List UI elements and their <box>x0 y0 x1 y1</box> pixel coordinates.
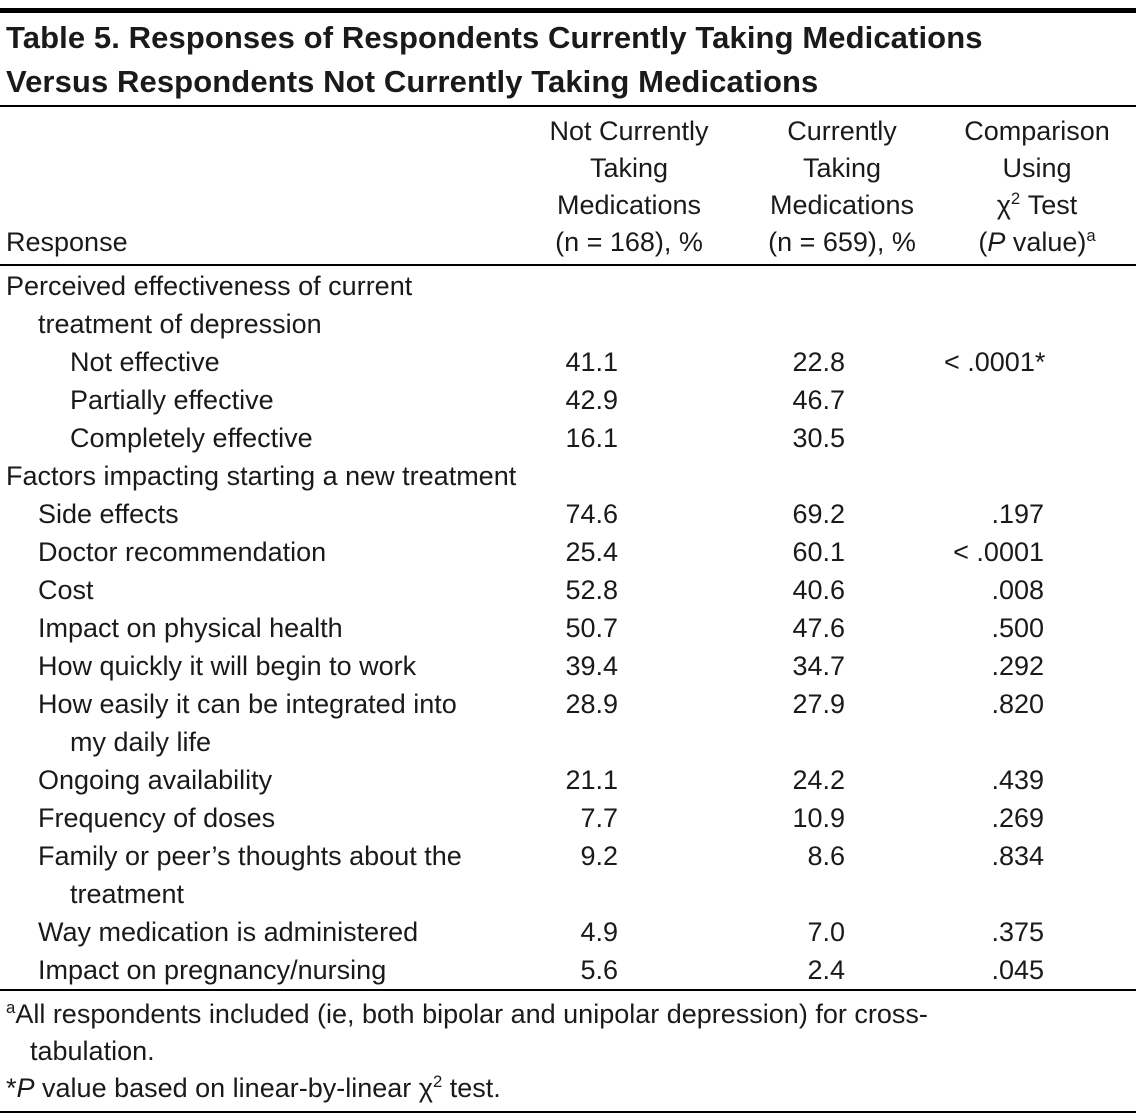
footnote-a <box>6 996 1130 1070</box>
row-label <box>6 533 518 571</box>
chi-exponent: 2 <box>432 1072 443 1091</box>
row-label <box>6 495 518 533</box>
row-label-line: How easily it can be integrated into <box>38 689 457 719</box>
table-row <box>6 685 1130 761</box>
footnote-a-marker: a <box>6 998 16 1017</box>
value-p: .375 <box>991 917 1044 947</box>
row-label <box>6 799 518 837</box>
table-row <box>6 951 1130 989</box>
header-not-currently-taking <box>518 113 740 261</box>
footnotes <box>6 991 1130 1111</box>
value-taking: 27.9 <box>792 689 845 719</box>
row-label-line: Family or peer’s thoughts about the <box>38 841 462 871</box>
section-row <box>6 457 1130 495</box>
header-line: Not Currently <box>549 116 709 146</box>
row-label <box>6 609 518 647</box>
chi-test-label: Test <box>1020 190 1078 220</box>
asterisk-marker: * <box>6 1073 17 1103</box>
row-label <box>6 951 518 989</box>
section-row <box>6 267 1130 343</box>
p-value-open: ( <box>978 227 988 257</box>
value-taking: 22.8 <box>792 347 845 377</box>
header-line-chi-square <box>944 187 1130 224</box>
chi-exponent: 2 <box>1010 189 1021 208</box>
value-taking: 34.7 <box>792 651 845 681</box>
row-label-line: Partially effective <box>70 385 274 415</box>
footnote-asterisk <box>6 1070 1130 1107</box>
row-label <box>6 343 518 381</box>
row-label <box>6 457 1130 495</box>
row-label-line: Completely effective <box>70 423 313 453</box>
header-line-p-value <box>944 224 1130 261</box>
value-p: .439 <box>991 765 1044 795</box>
value-p: .197 <box>991 499 1044 529</box>
value-not-taking: 16.1 <box>565 423 618 453</box>
value-p: .820 <box>991 689 1044 719</box>
row-label-line: Perceived effectiveness of current <box>6 271 413 301</box>
value-taking: 8.6 <box>807 841 845 871</box>
header-line: Using <box>1002 153 1072 183</box>
p-symbol: P <box>16 1073 35 1103</box>
table-header <box>6 107 1130 264</box>
value-not-taking: 7.7 <box>580 803 618 833</box>
row-label-line: Way medication is administered <box>38 917 419 947</box>
row-label <box>6 571 518 609</box>
value-not-taking: 42.9 <box>565 385 618 415</box>
row-label <box>6 419 518 457</box>
row-label-line: Frequency of doses <box>38 803 276 833</box>
row-label-line: Doctor recommendation <box>38 537 327 567</box>
value-p: < .0001* <box>944 347 1046 377</box>
table-row <box>6 913 1130 951</box>
value-p: .500 <box>991 613 1044 643</box>
header-response: Response <box>6 227 128 257</box>
table-row <box>6 799 1130 837</box>
value-taking: 46.7 <box>792 385 845 415</box>
row-label-line: Impact on physical health <box>38 613 343 643</box>
row-label <box>6 267 1130 343</box>
table-row <box>6 419 1130 457</box>
row-label <box>6 761 518 799</box>
row-label-line: How quickly it will begin to work <box>38 651 417 681</box>
row-label-line: Factors impacting starting a new treatment <box>6 461 517 491</box>
footnote-asterisk-text: value based on linear-by-linear χ <box>34 1073 433 1103</box>
header-line: Medications <box>769 190 915 220</box>
header-line: (n = 659), % <box>768 227 916 257</box>
header-line: Comparison <box>964 116 1110 146</box>
value-p: .269 <box>991 803 1044 833</box>
value-not-taking: 41.1 <box>565 347 618 377</box>
value-not-taking: 50.7 <box>565 613 618 643</box>
table-row <box>6 837 1130 913</box>
value-taking: 24.2 <box>792 765 845 795</box>
value-not-taking: 4.9 <box>580 917 618 947</box>
value-not-taking: 39.4 <box>565 651 618 681</box>
header-line: Currently <box>787 116 897 146</box>
header-currently-taking <box>740 113 944 261</box>
value-p: .045 <box>991 955 1044 985</box>
row-label <box>6 685 518 761</box>
row-label <box>6 837 518 913</box>
table-row <box>6 571 1130 609</box>
value-taking: 10.9 <box>792 803 845 833</box>
p-value-label: value) <box>1005 227 1087 257</box>
value-p: .008 <box>991 575 1044 605</box>
table-row <box>6 609 1130 647</box>
value-not-taking: 9.2 <box>580 841 618 871</box>
value-taking: 7.0 <box>807 917 845 947</box>
value-not-taking: 21.1 <box>565 765 618 795</box>
value-not-taking: 5.6 <box>580 955 618 985</box>
footnote-asterisk-tail: test. <box>442 1073 501 1103</box>
table-row <box>6 343 1130 381</box>
value-p: .292 <box>991 651 1044 681</box>
row-label-line: Not effective <box>70 347 220 377</box>
chi-symbol: χ <box>996 190 1011 220</box>
row-label <box>6 381 518 419</box>
footnote-a-line-1 <box>6 996 1130 1033</box>
value-not-taking: 74.6 <box>565 499 618 529</box>
row-label-continuation: treatment <box>70 879 185 909</box>
row-label-line: Cost <box>38 575 94 605</box>
table-title <box>6 13 1130 105</box>
value-not-taking: 28.9 <box>565 689 618 719</box>
value-taking: 40.6 <box>792 575 845 605</box>
title-line-2: Versus Respondents Not Currently Taking Medications <box>6 64 819 99</box>
value-taking: 69.2 <box>792 499 845 529</box>
row-label-continuation: treatment of depression <box>38 309 322 339</box>
row-label <box>6 913 518 951</box>
header-line: Taking <box>802 153 882 183</box>
value-taking: 2.4 <box>807 955 845 985</box>
table-row <box>6 495 1130 533</box>
footnote-a-line-2: tabulation. <box>30 1036 155 1066</box>
table-row <box>6 381 1130 419</box>
title-line-1: Table 5. Responses of Respondents Currently Taking Medications <box>6 20 983 55</box>
value-taking: 47.6 <box>792 613 845 643</box>
footnote-marker-a: a <box>1086 226 1096 245</box>
header-line: (n = 168), % <box>555 227 703 257</box>
header-comparison <box>944 113 1130 261</box>
value-p: < .0001 <box>953 537 1044 567</box>
table-row <box>6 533 1130 571</box>
value-p: .834 <box>991 841 1044 871</box>
row-label-line: Side effects <box>38 499 179 529</box>
value-taking: 30.5 <box>792 423 845 453</box>
table-body <box>6 266 1130 989</box>
p-value-symbol: P <box>987 227 1006 257</box>
header-line: Taking <box>589 153 669 183</box>
footnote-a-text: All respondents included (ie, both bipolar and unipolar depression) for cross- <box>15 999 928 1029</box>
value-not-taking: 52.8 <box>565 575 618 605</box>
row-label-continuation: my daily life <box>70 727 212 757</box>
value-taking: 60.1 <box>792 537 845 567</box>
table-row <box>6 761 1130 799</box>
value-not-taking: 25.4 <box>565 537 618 567</box>
table-row <box>6 647 1130 685</box>
row-label-line: Ongoing availability <box>38 765 273 795</box>
row-label-line: Impact on pregnancy/nursing <box>38 955 387 985</box>
header-line: Medications <box>556 190 702 220</box>
row-label <box>6 647 518 685</box>
